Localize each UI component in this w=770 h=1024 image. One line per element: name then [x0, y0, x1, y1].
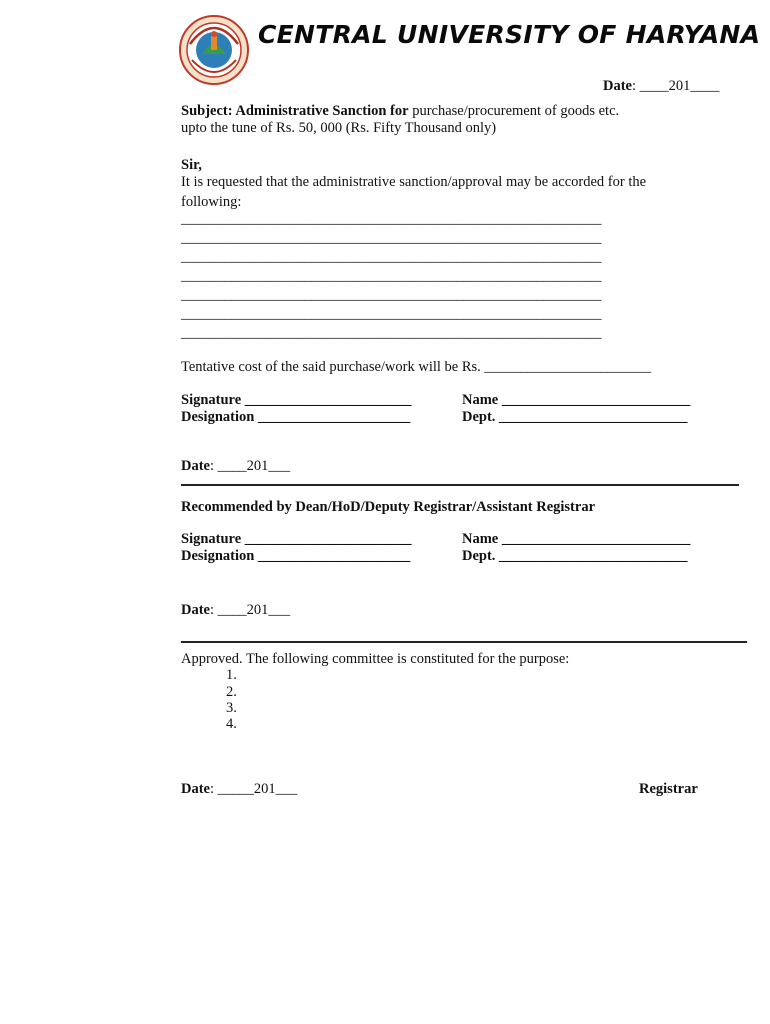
approval-date-label: Date [181, 781, 210, 797]
salutation: Sir, [181, 157, 202, 173]
divider-2 [181, 641, 747, 643]
committee-item: 3. [226, 700, 237, 716]
applicant-date-value[interactable]: : ____201___ [210, 458, 291, 474]
applicant-name-field[interactable]: Name __________________________ [462, 392, 691, 408]
subject-line-2: upto the tune of Rs. 50, 000 (Rs. Fifty Thousand only) [181, 120, 497, 136]
recommender-dept-field[interactable]: Dept. __________________________ [462, 548, 688, 564]
blank-line[interactable]: __________________________________________________________ [181, 268, 602, 284]
approval-text: Approved. The following committee is constituted for the purpose: [181, 651, 570, 667]
applicant-signature-field[interactable]: Signature _______________________ [181, 392, 412, 408]
blank-line[interactable]: __________________________________________________________ [181, 249, 602, 265]
registrar-label: Registrar [639, 781, 698, 797]
approval-date [181, 780, 297, 798]
committee-item: 4. [226, 716, 237, 732]
blank-line[interactable]: __________________________________________________________ [181, 287, 602, 303]
request-line-1: It is requested that the administrative sanction/approval may be accorded for the [181, 174, 647, 190]
university-title: CENTRAL UNIVERSITY OF HARYANA [258, 20, 761, 49]
subject-label: Subject: Administrative Sanction for [181, 103, 409, 119]
recommender-date [181, 601, 290, 619]
approval-date-value[interactable]: : _____201___ [210, 781, 298, 797]
applicant-date-label: Date [181, 458, 210, 474]
tentative-cost-line[interactable]: Tentative cost of the said purchase/work will be Rs. _______________________ [181, 359, 652, 375]
subject-text: purchase/procurement of goods etc. [412, 103, 620, 119]
committee-item: 1. [226, 667, 237, 683]
blank-line[interactable]: __________________________________________________________ [181, 306, 602, 322]
subject-line-1 [181, 102, 619, 120]
blank-line[interactable]: __________________________________________________________ [181, 325, 602, 341]
applicant-dept-field[interactable]: Dept. __________________________ [462, 409, 688, 425]
university-seal-icon [178, 14, 250, 86]
blank-line[interactable]: __________________________________________________________ [181, 230, 602, 246]
blank-line[interactable]: __________________________________________________________ [181, 211, 602, 227]
request-line-2: following: [181, 194, 242, 210]
divider-1 [181, 484, 739, 486]
header-date-label: Date [603, 78, 632, 94]
header-date [603, 77, 719, 95]
recommender-date-label: Date [181, 602, 210, 618]
recommender-name-field[interactable]: Name __________________________ [462, 531, 691, 547]
committee-item: 2. [226, 684, 237, 700]
recommender-date-value[interactable]: : ____201___ [210, 602, 291, 618]
applicant-designation-field[interactable]: Designation _____________________ [181, 409, 411, 425]
recommended-heading: Recommended by Dean/HoD/Deputy Registrar/Assistant Registrar [181, 499, 596, 515]
header-date-value: : ____201____ [632, 78, 720, 94]
recommender-signature-field[interactable]: Signature _______________________ [181, 531, 412, 547]
applicant-date [181, 457, 290, 475]
recommender-designation-field[interactable]: Designation _____________________ [181, 548, 411, 564]
